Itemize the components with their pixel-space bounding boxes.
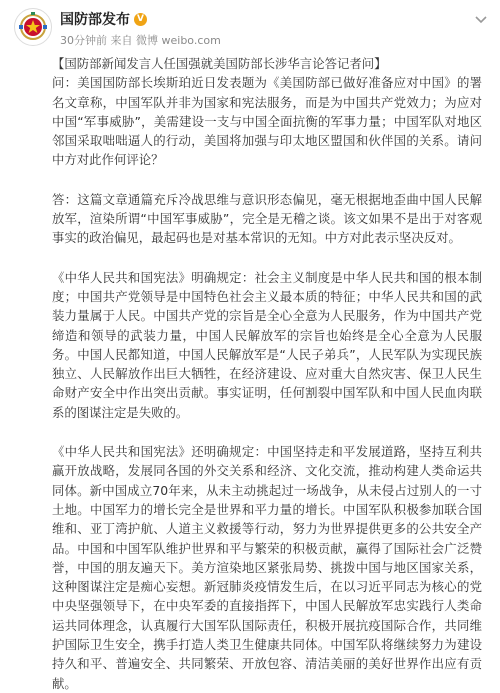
post-meta bbox=[60, 32, 221, 48]
paragraph-spacer bbox=[52, 422, 482, 442]
answer-paragraph: 答：这篇文章通篇充斥冷战思维与意识形态偏见，毫无根据地歪曲中国人民解放军，渲染所谓“中国军事威胁”，完全是无稽之谈。该文如果不是出于对客观事实的政治偏见，最起码也是对基本常识的无知。中方对此表示坚决反对。 bbox=[52, 191, 482, 246]
post-time[interactable]: 30分钟前 bbox=[60, 34, 107, 47]
post-title: 【国防部新闻发言人任国强就美国防部长涉华言论答记者问】 bbox=[52, 56, 387, 71]
post-source[interactable]: 微博 weibo.com bbox=[136, 34, 221, 47]
constitution-paragraph-2: 《中华人民共和国宪法》还明确规定：中国坚持走和平发展道路，坚持互利共赢开放战略，发展同各国的外交关系和经济、文化交流，推动构建人类命运共同体。新中国成立70年来，从未主动挑起过一场战争，从未侵占过别人的一寸土地。中国军力的增长完全是世界和平力量的增长。中国军队积极参加联合国维和、亚丁湾护航、人道主义救援等行动，努力为世界提供更多的公共安全产品。中国和中国军队维护世界和平与繁荣的积极贡献，赢得了国际社会广泛赞誉，中国的朋友遍天下。美方渲染地区紧张局势、挑拨中国与地区国家关系，这种图谋注定是痴心妄想。新冠肺炎疫情发生后，在以习近平同志为核心的党中央坚强领导下，在中央军委的直接指挥下，中国人民解放军忠实践行人类命运共同体理念，认真履行大国军队国际责任，积极开展抗疫国际合作，共同维护国际卫生安全，携手打造人类卫生健康共同体。中国军队将继续努力为建设持久和平、普遍安全、共同繁荣、开放包容、清洁美丽的美好世界作出应有贡献。 bbox=[52, 444, 482, 691]
paragraph-spacer bbox=[52, 170, 482, 190]
avatar[interactable] bbox=[14, 8, 52, 46]
question-paragraph: 问：美国国防部长埃斯珀近日发表题为《美国防部已做好准备应对中国》的署名文章称，中国军队并非为国家和宪法服务，而是为中国共产党效力；为应对中国“军事威胁”，美需建设一支与中国全面抗衡的军事力量；中国军队对地区邻国采取咄咄逼人的行动，美国将加强与印太地区盟国和伙伴国的关系。请问中方对此作何评论？ bbox=[52, 75, 482, 168]
post-header bbox=[0, 0, 500, 52]
verified-badge-icon: V bbox=[134, 13, 147, 26]
source-prefix: 来自 bbox=[110, 34, 133, 47]
chevron-down-icon[interactable] bbox=[472, 10, 490, 28]
emblem-icon bbox=[15, 9, 51, 45]
paragraph-spacer bbox=[52, 248, 482, 268]
account-name-row bbox=[60, 9, 147, 29]
post-body bbox=[52, 54, 482, 693]
constitution-paragraph-1: 《中华人民共和国宪法》明确规定：社会主义制度是中华人民共和国的根本制度；中国共产党领导是中国特色社会主义最本质的特征；中华人民共和国的武装力量属于人民。中国共产党的宗旨是全心全意为人民服务，作为中国共产党缔造和领导的武装力量，中国人民解放军的宗旨也始终是全心全意为人民服务。中国人民都知道，中国人民解放军是“人民子弟兵”，人民军队为实现民族独立、人民解放作出巨大牺牲，在经济建设、应对重大自然灾害、保卫人民生命财产安全中作出突出贡献。事实证明，任何割裂中国军队和中国人民血肉联系的图谋注定是失败的。 bbox=[52, 269, 482, 420]
account-name[interactable]: 国防部发布 bbox=[60, 12, 130, 28]
